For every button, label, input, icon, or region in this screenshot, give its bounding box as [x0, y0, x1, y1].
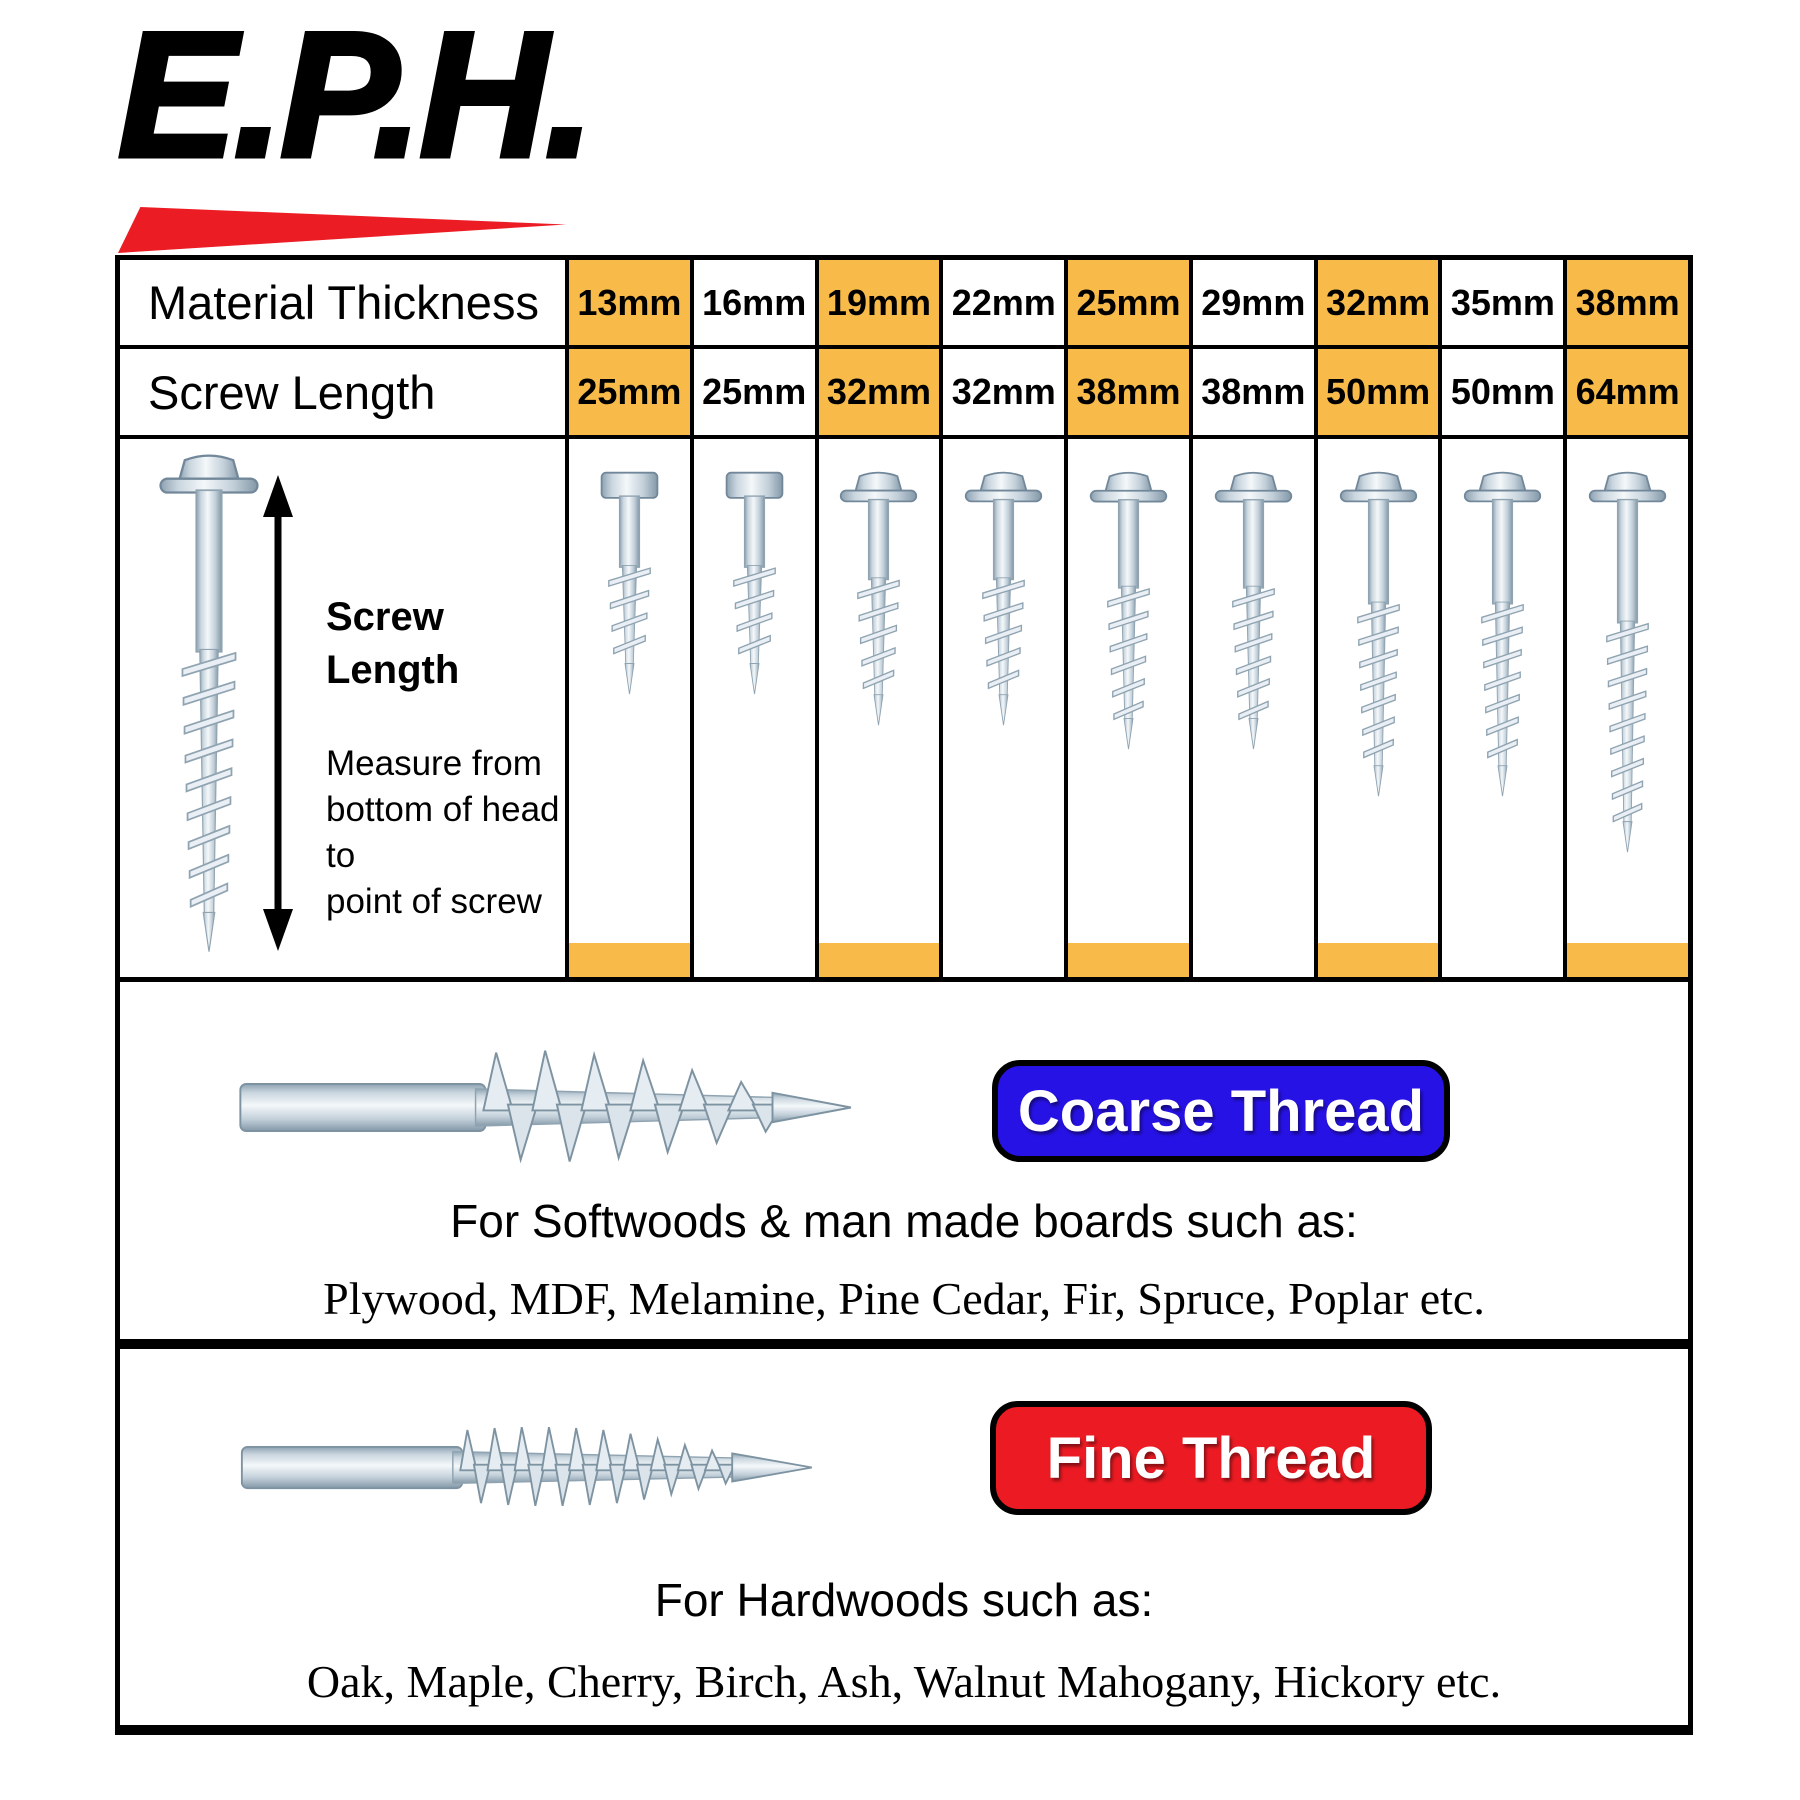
highlight-strip [819, 943, 940, 977]
fine-thread-section [115, 1349, 1693, 1735]
fine-thread-badge: Fine Thread [990, 1401, 1432, 1515]
diagram-line: bottom of head [326, 789, 560, 829]
screw-length-value: 38mm [1064, 349, 1189, 435]
screw-photo-icon [1195, 469, 1312, 751]
diagram-text [326, 591, 562, 925]
screw-length-value: 25mm [565, 349, 690, 435]
screw-column [1189, 439, 1314, 977]
material-thickness-row [120, 260, 1688, 345]
screw-length-value: 50mm [1438, 349, 1563, 435]
highlight-strip [569, 943, 690, 977]
highlight-strip [1567, 943, 1688, 977]
screw-length-diagram [120, 439, 565, 977]
screw-length-row [120, 345, 1688, 435]
diagram-line: to [326, 835, 356, 875]
screw-column [565, 439, 690, 977]
highlight-strip [1318, 943, 1439, 977]
screw-length-value: 50mm [1314, 349, 1439, 435]
double-arrow-icon [260, 475, 296, 951]
material-thickness-label: Material Thickness [148, 276, 539, 329]
screw-length-label: Screw Length [148, 365, 436, 419]
size-chart-table [115, 255, 1693, 982]
material-thickness-value: 32mm [1314, 260, 1439, 345]
screw-length-value: 64mm [1563, 349, 1688, 435]
screw-photo-icon [1320, 469, 1437, 798]
diagram-title: Screw Length [326, 595, 460, 692]
screw-length-value: 32mm [939, 349, 1064, 435]
screw-column [1563, 439, 1688, 977]
screw-column [690, 439, 815, 977]
fine-examples: Oak, Maple, Cherry, Birch, Ash, Walnut Mahogany, Hickory etc. [306, 1656, 1502, 1707]
screw-length-value: 25mm [690, 349, 815, 435]
screw-column [1314, 439, 1439, 977]
material-thickness-value: 35mm [1438, 260, 1563, 345]
material-thickness-value: 16mm [690, 260, 815, 345]
diagram-line: point of screw [326, 882, 542, 922]
screw-column [815, 439, 940, 977]
screw-images-row [120, 435, 1688, 977]
screw-photo-icon [571, 469, 688, 696]
screw-photo-icon [1444, 469, 1561, 798]
coarse-thread-badge: Coarse Thread [992, 1060, 1450, 1162]
screw-column [1438, 439, 1563, 977]
screw-photo-icon [696, 469, 813, 696]
screw-photo-icon [820, 469, 937, 727]
coarse-thread-section [115, 982, 1693, 1349]
screw-photo-icon [1070, 469, 1187, 751]
screw-photo-icon [945, 469, 1062, 727]
material-thickness-value: 13mm [565, 260, 690, 345]
material-thickness-value: 25mm [1064, 260, 1189, 345]
fine-thread-closeup-icon [240, 1397, 840, 1538]
material-thickness-value: 19mm [815, 260, 940, 345]
material-thickness-value: 38mm [1563, 260, 1688, 345]
coarse-examples: Plywood, MDF, Melamine, Pine Cedar, Fir, Spruce, Poplar etc. [323, 1273, 1485, 1324]
coarse-heading: For Softwoods & man made boards such as: [450, 1195, 1358, 1247]
screw-column [1064, 439, 1189, 977]
screw-length-value: 38mm [1189, 349, 1314, 435]
highlight-strip [1068, 943, 1189, 977]
logo-underline-swoosh-icon [118, 207, 566, 253]
diagram-line: Measure from [326, 743, 542, 783]
fine-thread-photo-icon [240, 1397, 840, 1543]
screw-photo-icon [1569, 469, 1686, 854]
fine-heading: For Hardwoods such as: [654, 1574, 1154, 1626]
material-thickness-value: 22mm [939, 260, 1064, 345]
coarse-thread-closeup-icon [238, 1034, 866, 1181]
screw-column [939, 439, 1064, 977]
brand-logo: E.P.H. [118, 0, 592, 194]
coarse-thread-photo-icon [238, 1034, 866, 1186]
screw-length-value: 32mm [815, 349, 940, 435]
material-thickness-value: 29mm [1189, 260, 1314, 345]
